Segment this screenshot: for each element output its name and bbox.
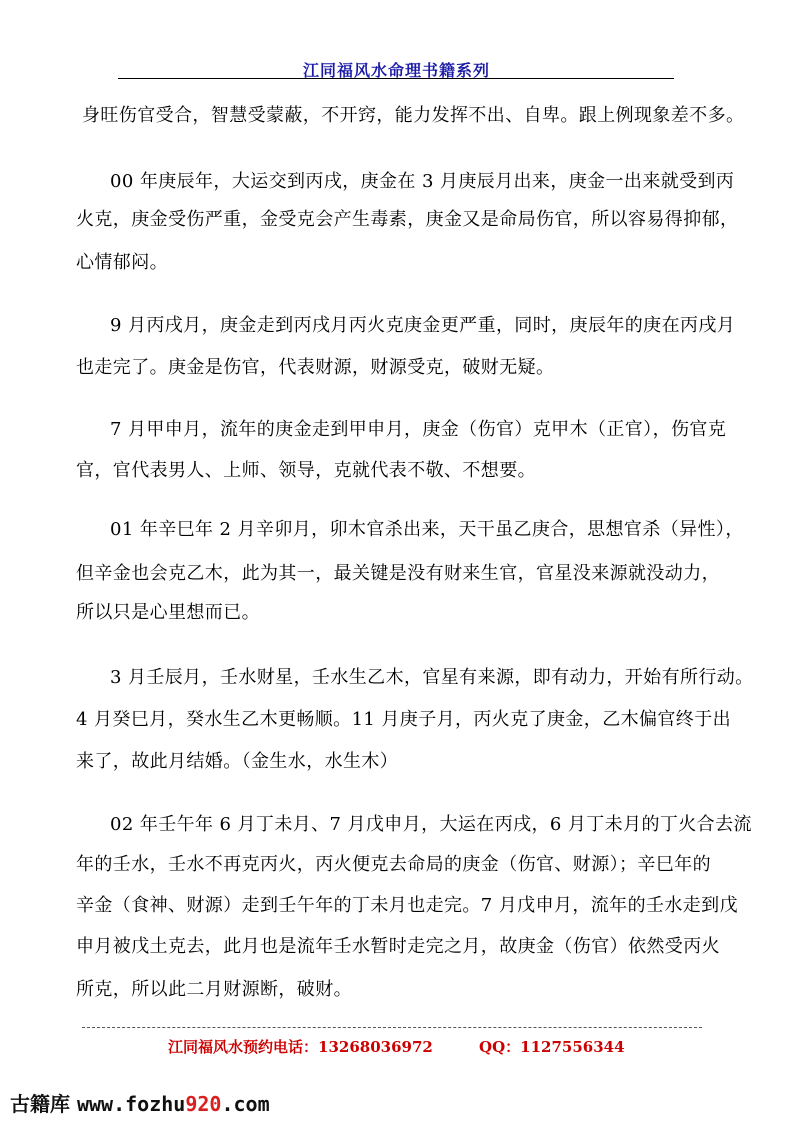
body-line: 官，官代表男人、上师、领导，克就代表不敬、不想要。 (76, 460, 536, 481)
body-line: 火克，庚金受伤严重，金受克会产生毒素，庚金又是命局伤官，所以容易得抑郁， (76, 209, 739, 230)
header-divider (118, 78, 674, 79)
body-line: 心情郁闷。 (76, 252, 168, 273)
watermark-url-number: 920 (185, 1092, 222, 1116)
body-line: 也走完了。庚金是伤官，代表财源，财源受克，破财无疑。 (76, 357, 555, 378)
body-line: 所以只是心里想而已。 (76, 602, 260, 623)
watermark-url-prefix: www.fozhu (76, 1092, 186, 1116)
body-line: 4 月癸巳月，癸水生乙木更畅顺。11 月庚子月，丙火克了庚金，乙木偏官终于出 (76, 709, 731, 730)
header-title: 江同福风水命理书籍系列 (302, 61, 490, 80)
body-line: 但辛金也会克乙木，此为其一，最关键是没有财来生官，官星没来源就没动力， (76, 563, 720, 584)
watermark-site-name: 古籍库 (10, 1092, 70, 1116)
body-line: 申月被戊土克去，此月也是流年壬水暂时走完之月，故庚金（伤官）依然受丙火 (76, 936, 720, 957)
body-line: 来了，故此月结婚。（金生水，水生木） (76, 751, 399, 772)
body-line: 3 月壬辰月，壬水财星，壬水生乙木，官星有来源，即有动力，开始有所行动。 (110, 667, 754, 688)
body-line: 02 年壬午年 6 月丁未月、7 月戊申月，大运在丙戌，6 月丁未月的丁火合去流 (110, 814, 752, 835)
body-line: 所克，所以此二月财源断，破财。 (76, 979, 352, 1000)
body-line: 7 月甲申月，流年的庚金走到甲申月，庚金（伤官）克甲木（正官），伤官克 (110, 419, 727, 440)
watermark-url (77, 1092, 270, 1116)
qq-label: QQ： (479, 1038, 521, 1056)
booking-contact (168, 1036, 433, 1057)
qq-number: 1127556344 (520, 1038, 625, 1056)
booking-label: 江同福风水预约电话： (168, 1038, 319, 1056)
watermark-url-suffix: .com (221, 1092, 270, 1116)
booking-phone: 13268036972 (318, 1038, 433, 1056)
body-line: 01 年辛巳年 2 月辛卯月，卯木官杀出来，天干虽乙庚合，思想官杀（异性）， (110, 519, 744, 540)
site-watermark (10, 1088, 270, 1117)
body-line: 00 年庚辰年，大运交到丙戌，庚金在 3 月庚辰月出来，庚金一出来就受到丙 (110, 171, 735, 192)
qq-contact (479, 1036, 625, 1057)
body-line: 辛金（食神、财源）走到壬午年的丁未月也走完。7 月戊申月，流年的壬水走到戊 (76, 895, 738, 916)
body-line: 9 月丙戌月，庚金走到丙戌月丙火克庚金更严重，同时，庚辰年的庚在丙戌月 (110, 315, 736, 336)
body-line: 年的壬水，壬水不再克丙火，丙火便克去命局的庚金（伤官、财源）；辛巳年的 (76, 854, 711, 875)
body-line: 身旺伤官受合，智慧受蒙蔽，不开窍，能力发挥不出、自卑。跟上例现象差不多。 (82, 105, 745, 126)
footer-divider (82, 1027, 702, 1028)
